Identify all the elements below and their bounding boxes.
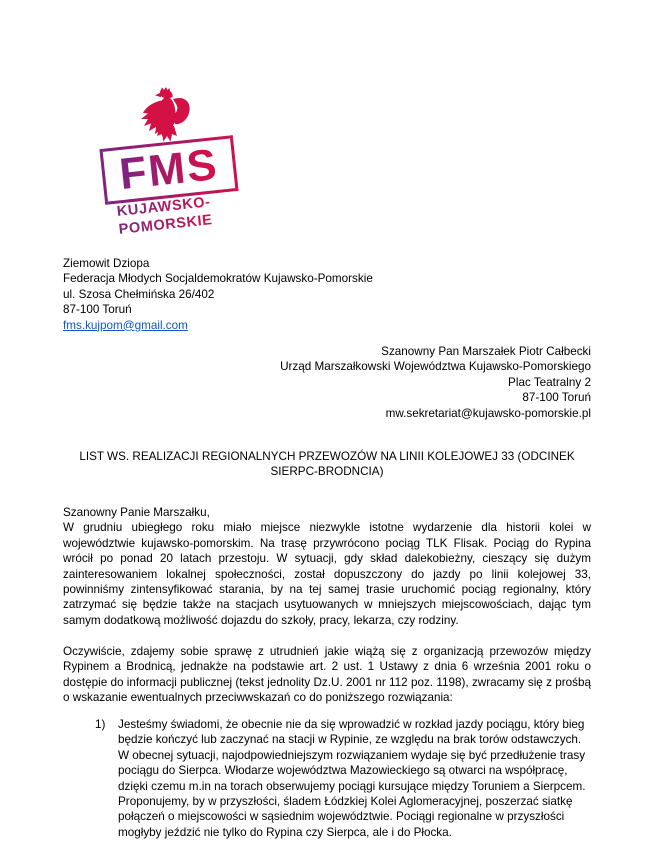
sender-email-link[interactable]: fms.kujpom@gmail.com (63, 318, 188, 332)
sender-organization: Federacja Młodych Socjaldemokratów Kujawsko-Pomorskie (63, 272, 373, 286)
sender-city: 87-100 Toruń (63, 303, 132, 317)
fms-logo-region-line1: KUJAWSKO- (116, 194, 212, 221)
paragraph-1: W grudniu ubiegłego roku miało miejsce niezwykle istotne wydarzenie dla historii kolei w województwie kujawsko-pomorskim. Na trasę przywrócono pociąg TLK Flisak. Pociąg do Rypina wrócił po ponad 20 latach przestoju. W sytuacji, gdy skład dalekobieżny, cieszący się dużym zainteresowaniem lokalnej społeczności, został dopuszczony do jazdy po linii kolejowej 33, powinniśmy zintensyfikować starania, by na tej samej trasie uruchomić pociąg regionalny, który zatrzymać się będzie także na stacjach usytuowanych w mniejszych miejscowościach, dając tym samym dodatkową możliwość dojazdu do szkoły, pracy, lekarza, czy rodziny. (63, 521, 591, 627)
list-item-1-text: Jesteśmy świadomi, że obecnie nie da się wprowadzić w rozkład jazdy pociągu, który bieg będzie kończyć lub zaczynać na stacji w Rypinie, ze względu na brak torów odstawczych. W obecnej sytuacji, najodpowiedniejszym rozwiązaniem wydaje się być przedłużenie trasy pociągu do Sierpca. Włodarze województwa Mazowieckiego są otwarci na współpracę, dzięki czemu m.in na torach obserwujemy pociągi kursujące między Toruniem a Sierpcem. Proponujemy, by w przyszłości, śladem Łódzkiej Kolei Aglomeracyjnej, poszerzać siatkę połączeń o miejscowości w sąsiednim województwie. Pociągi regionalne w przyszłości mogłyby jeździć nie tylko do Rypina czy Sierpca, ale i do Płocka. (118, 718, 586, 839)
polish-eagle-icon (136, 86, 196, 144)
list-item-1 (95, 717, 587, 840)
paragraph-2: Oczywiście, zdajemy sobie sprawę z utrudnień jakie wiążą się z organizacją przewozów między Rypinem a Brodnicą, jednakże na podstawie art. 2 ust. 1 Ustawy z dnia 6 września 2001 roku o dostępie do informacji publicznej (tekst jednolity Dz.U. 2001 nr 112 poz. 1198), zwracamy się z prośbą o wskazanie ewentualnych przeciwwskazań co do poniższego rozwiązania: (63, 645, 591, 705)
sender-name: Ziemowit Dziopa (63, 257, 150, 270)
sender-street: ul. Szosa Chełmińska 26/402 (63, 287, 215, 301)
fms-logo (100, 86, 250, 246)
fms-logo-text: FMS (117, 139, 221, 200)
salutation: Szanowny Panie Marszałku, (63, 506, 210, 519)
recipient-street: Plac Teatralny 2 (508, 375, 591, 389)
recipient-office: Urząd Marszałkowski Województwa Kujawsko-Pomorskiego (280, 360, 591, 374)
subject-line (63, 449, 591, 480)
recipient-email: mw.sekretariat@kujawsko-pomorskie.pl (385, 406, 591, 420)
list-item-1-marker: 1) (95, 718, 106, 731)
fms-logo-frame (99, 135, 238, 205)
body-block-1 (63, 505, 591, 628)
recipient-name: Szanowny Pan Marszałek Piotr Całbecki (381, 345, 591, 358)
subject-line-2: SIERPC-BRODNCIA) (270, 465, 384, 479)
recipient-city: 87-100 Toruń (522, 391, 591, 405)
sender-block (63, 256, 373, 333)
fms-logo-region-line2: POMORSKIE (118, 211, 214, 238)
recipient-block (63, 344, 591, 421)
subject-line-1: LIST WS. REALIZACJI REGIONALNYCH PRZEWOZÓW NA LINII KOLEJOWEJ 33 (ODCINEK (79, 450, 575, 463)
